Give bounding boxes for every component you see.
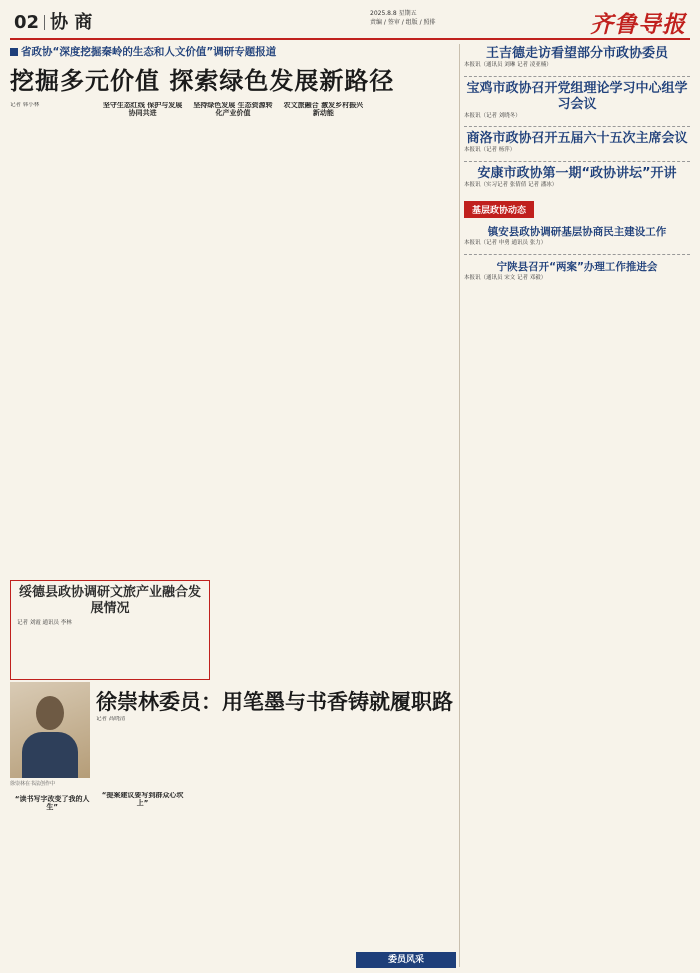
right-article-1-body <box>464 62 690 70</box>
editor-line: 责编 / 签审 / 组版 / 照排 <box>370 19 436 26</box>
right-article-5-byline: 本报讯（记者 申勇 通讯员 张力） <box>464 240 547 247</box>
right-article-6-title: 宁陕县召开“两案”办理工作推进会 <box>496 260 658 273</box>
right-article-5-title: 镇安县政协调研基层协商民主建设工作 <box>487 226 667 239</box>
lead-kicker-text: 省政协“深度挖掘秦岭的生态和人文价值”调研专题报道 <box>21 46 277 58</box>
feature-body <box>10 792 456 967</box>
column-divider <box>459 44 460 967</box>
divider <box>464 76 690 77</box>
right-article-5 <box>464 224 690 248</box>
divider <box>464 254 690 255</box>
paper-logo: 齐鲁导报 <box>590 11 686 38</box>
feature-title: 徐崇林委员：用笔墨与书香铸就履职路 <box>96 690 453 714</box>
right-article-6 <box>464 259 690 283</box>
right-article-3-byline: 本报讯（记者 杨萍） <box>464 147 516 154</box>
photo-caption: 徐崇林在书法创作中 <box>10 781 56 787</box>
box-article <box>10 580 210 680</box>
page-number <box>14 8 92 34</box>
right-article-4-body <box>464 182 690 190</box>
right-article-1-title: 王吉德走访看望部分市政协委员 <box>485 46 668 61</box>
right-article-1 <box>464 46 690 70</box>
box-article-byline: 记者 刘霞 通讯员 李林 <box>17 620 72 626</box>
right-article-1-byline: 本报讯（通讯员 刘琳 记者 凌亚楠） <box>464 62 552 68</box>
feature-article <box>10 682 456 967</box>
box-article-title: 绥德县政协调研文旅产业融合发展情况 <box>18 585 201 616</box>
page-number-text: 02 <box>14 12 40 33</box>
divider <box>464 161 690 162</box>
date-line: 2025.8.8 星期五 <box>370 10 417 17</box>
right-article-5-body <box>464 240 690 248</box>
lead-kicker <box>10 44 456 59</box>
right-article-6-body <box>464 275 690 283</box>
lead-body <box>10 102 456 564</box>
section-name: 协 商 <box>50 12 93 33</box>
right-column <box>464 44 690 967</box>
section-bar: 基层政协动态 <box>464 201 534 218</box>
feature-byline: 记者 高晓清 <box>96 716 126 722</box>
right-article-4-title: 安康市政协第一期“政协讲坛”开讲 <box>477 165 677 181</box>
corner-tag: 委员风采 <box>356 952 456 968</box>
right-article-3-body <box>464 147 690 155</box>
box-article-body <box>17 620 203 628</box>
right-article-3-title: 商洛市政协召开五届六十五次主席会议 <box>466 131 688 147</box>
feature-body-top <box>96 716 456 790</box>
right-article-2 <box>464 81 690 121</box>
right-article-6-byline: 本报讯（通讯员 宋文 记者 邓毅） <box>464 274 547 281</box>
right-article-2-title: 宝鸡市政协召开党组理论学习中心组学习会议 <box>466 80 688 112</box>
masthead <box>10 6 690 40</box>
feature-subhead-1: “读书写字改变了我的人生” <box>14 795 90 811</box>
feature-subhead-2: “提案建议要写到群众心坎上” <box>101 792 184 807</box>
lead-article <box>10 44 456 578</box>
lead-subhead-2: 坚持绿色发展 生态资源转化产业价值 <box>193 102 273 117</box>
right-article-4-byline: 本报讯（实习记者 张倩倩 记者 潘冰） <box>464 181 558 188</box>
right-article-3 <box>464 131 690 155</box>
portrait-photo <box>10 682 90 778</box>
lead-subhead-1: 坚守生态红线 保护与发展协同共进 <box>102 102 183 117</box>
masthead-info <box>370 9 436 27</box>
right-article-2-byline: 本报讯（记者 刘晓冬） <box>464 112 521 119</box>
lead-byline: 记者 韩小林 <box>10 102 40 108</box>
divider <box>464 126 690 127</box>
lead-title: 挖掘多元价值 探索绿色发展新路径 <box>10 67 395 95</box>
right-article-2-body <box>464 113 690 121</box>
right-article-4 <box>464 166 690 190</box>
lead-subhead-3: 农文旅融合 激发乡村振兴新动能 <box>283 102 364 117</box>
